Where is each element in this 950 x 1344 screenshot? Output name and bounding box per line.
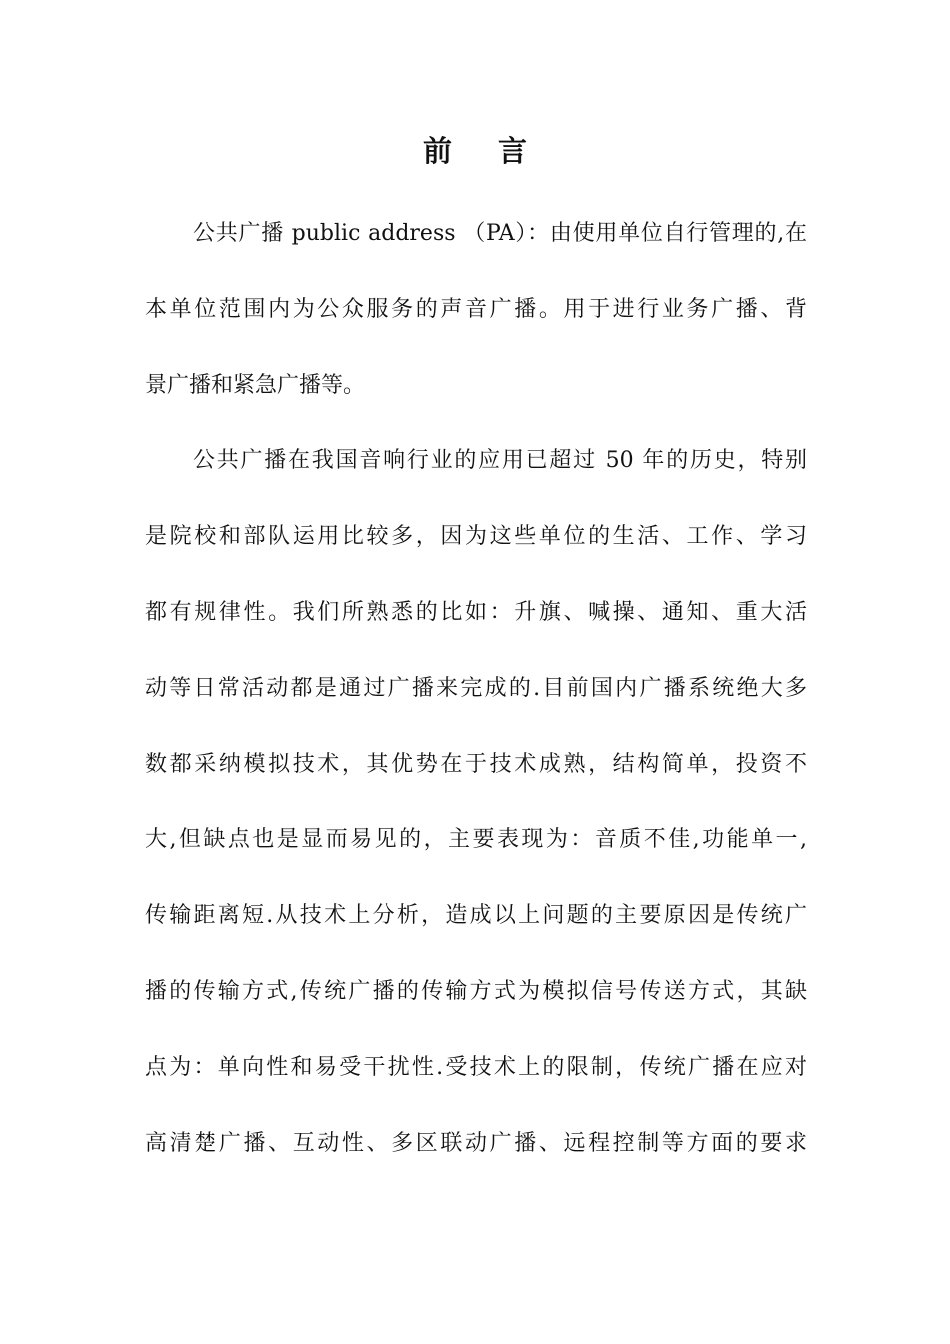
text-line: 点为：单向性和易受干扰性.受技术上的限制，传统广播在应对 [145, 1054, 807, 1080]
text-line: 都有规律性。我们所熟悉的比如：升旗、喊操、通知、重大活 [145, 599, 807, 625]
text-line: 大,但缺点也是显而易见的，主要表现为：音质不佳,功能单一, [145, 827, 807, 853]
paragraph-1 [145, 196, 807, 423]
text-line: 动等日常活动都是通过广播来完成的.目前国内广播系统绝大多 [145, 675, 807, 701]
paragraph-2 [145, 423, 807, 1181]
text-line: 景广播和紧急广播等。 [145, 372, 366, 398]
page-title: 前 言 [422, 134, 546, 168]
body-text [145, 196, 807, 1181]
text-line: 高清楚广播、互动性、多区联动广播、远程控制等方面的要求 [145, 1130, 807, 1156]
text-line: 传输距离短.从技术上分析，造成以上问题的主要原因是传统广 [145, 903, 807, 929]
text-line: 本单位范围内为公众服务的声音广播。用于进行业务广播、背 [145, 296, 807, 322]
text-line: 是院校和部队运用比较多，因为这些单位的生活、工作、学习 [145, 524, 807, 550]
text-line: 播的传输方式,传统广播的传输方式为模拟信号传送方式，其缺 [145, 978, 807, 1004]
text-line: 公共广播 public address （PA）：由使用单位自行管理的,在 [193, 221, 807, 246]
text-line: 公共广播在我国音响行业的应用已超过 50 年的历史，特别 [193, 448, 807, 474]
text-line: 数都采纳模拟技术，其优势在于技术成熟，结构简单，投资不 [145, 751, 807, 777]
